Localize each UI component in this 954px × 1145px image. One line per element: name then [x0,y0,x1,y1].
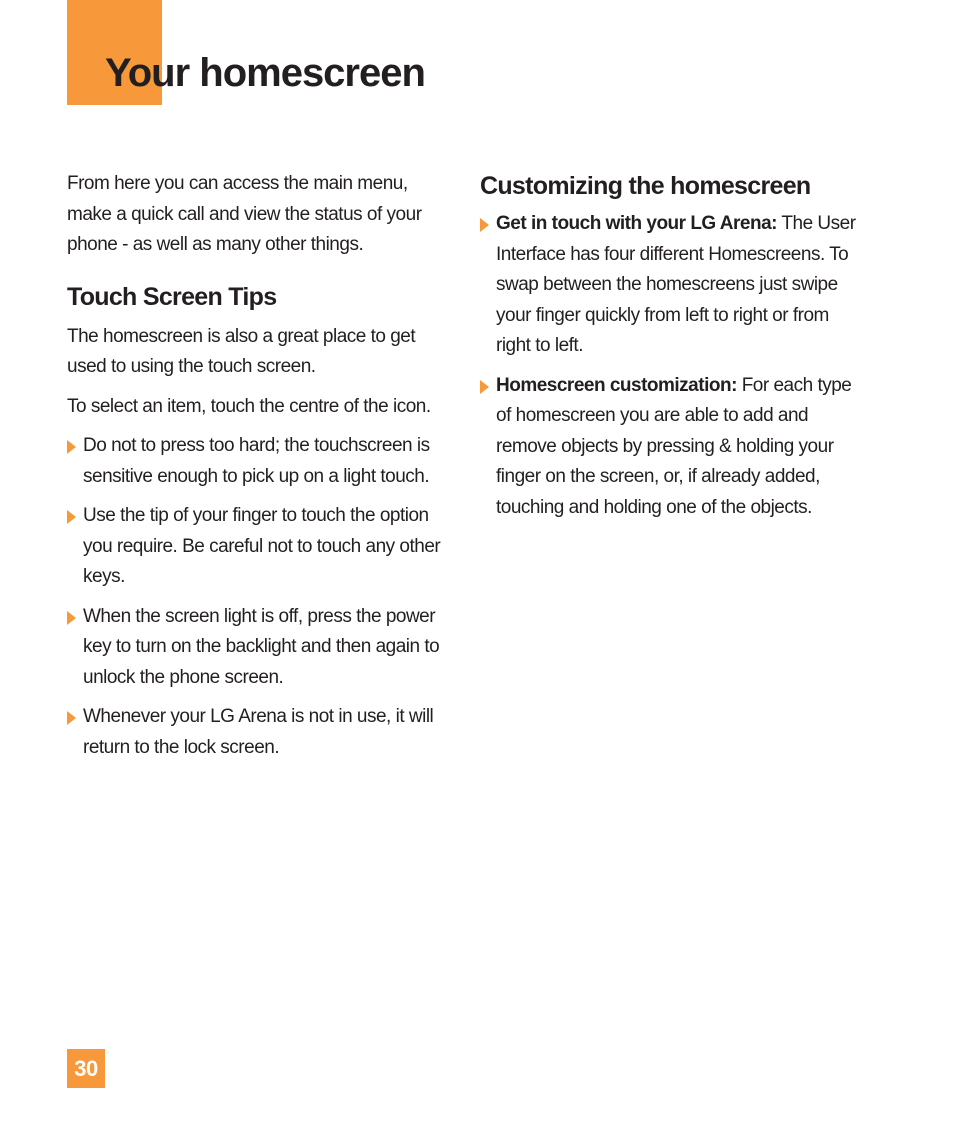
customizing-list [480,209,865,523]
page-number-badge [67,1049,105,1088]
triangle-bullet-icon [67,440,76,454]
list-item-text: For each type of homescreen you are able to add and remove objects by pressing & holding your finger on the screen, or, if already added, touching and holding one of the objects. [496,374,852,518]
triangle-bullet-icon [480,380,489,394]
page-title: Your homescreen [105,51,425,95]
triangle-bullet-icon [67,611,76,625]
left-column [67,169,452,772]
triangle-bullet-icon [67,510,76,524]
intro-paragraph: From here you can access the main menu, make a quick call and view the status of your phone - as well as many other things. [67,173,422,255]
list-item [480,209,865,362]
customizing-heading: Customizing the homescreen [480,172,811,200]
list-item-text: Use the tip of your finger to touch the option you require. Be careful not to touch any other keys. [83,505,441,587]
triangle-bullet-icon [480,218,489,232]
list-item [480,371,865,524]
list-item [67,501,452,593]
page-number: 30 [74,1055,98,1081]
list-item-lead: Homescreen customization: [496,374,737,396]
tips-paragraph: The homescreen is also a great place to get used to using the touch screen. [67,325,416,377]
list-item-text: Do not to press too hard; the touchscreen is sensitive enough to pick up on a light touch. [83,435,430,487]
triangle-bullet-icon [67,711,76,725]
list-item-text: When the screen light is off, press the power key to turn on the backlight and then again to unlock the phone screen. [83,605,440,688]
touch-screen-tips-heading: Touch Screen Tips [67,282,277,311]
right-column [480,169,865,532]
list-item [67,602,452,694]
list-item-text: The User Interface has four different Homescreens. To swap between the homescreens just swipe your finger quickly from left to right or from right to left. [496,213,856,356]
list-item [67,431,452,492]
list-item-text: Whenever your LG Arena is not in use, it will return to the lock screen. [83,706,434,758]
list-item [67,702,452,763]
touch-tips-list [67,431,452,763]
tips-paragraph: To select an item, touch the centre of the icon. [67,395,431,417]
list-item-lead: Get in touch with your LG Arena: [496,213,777,234]
